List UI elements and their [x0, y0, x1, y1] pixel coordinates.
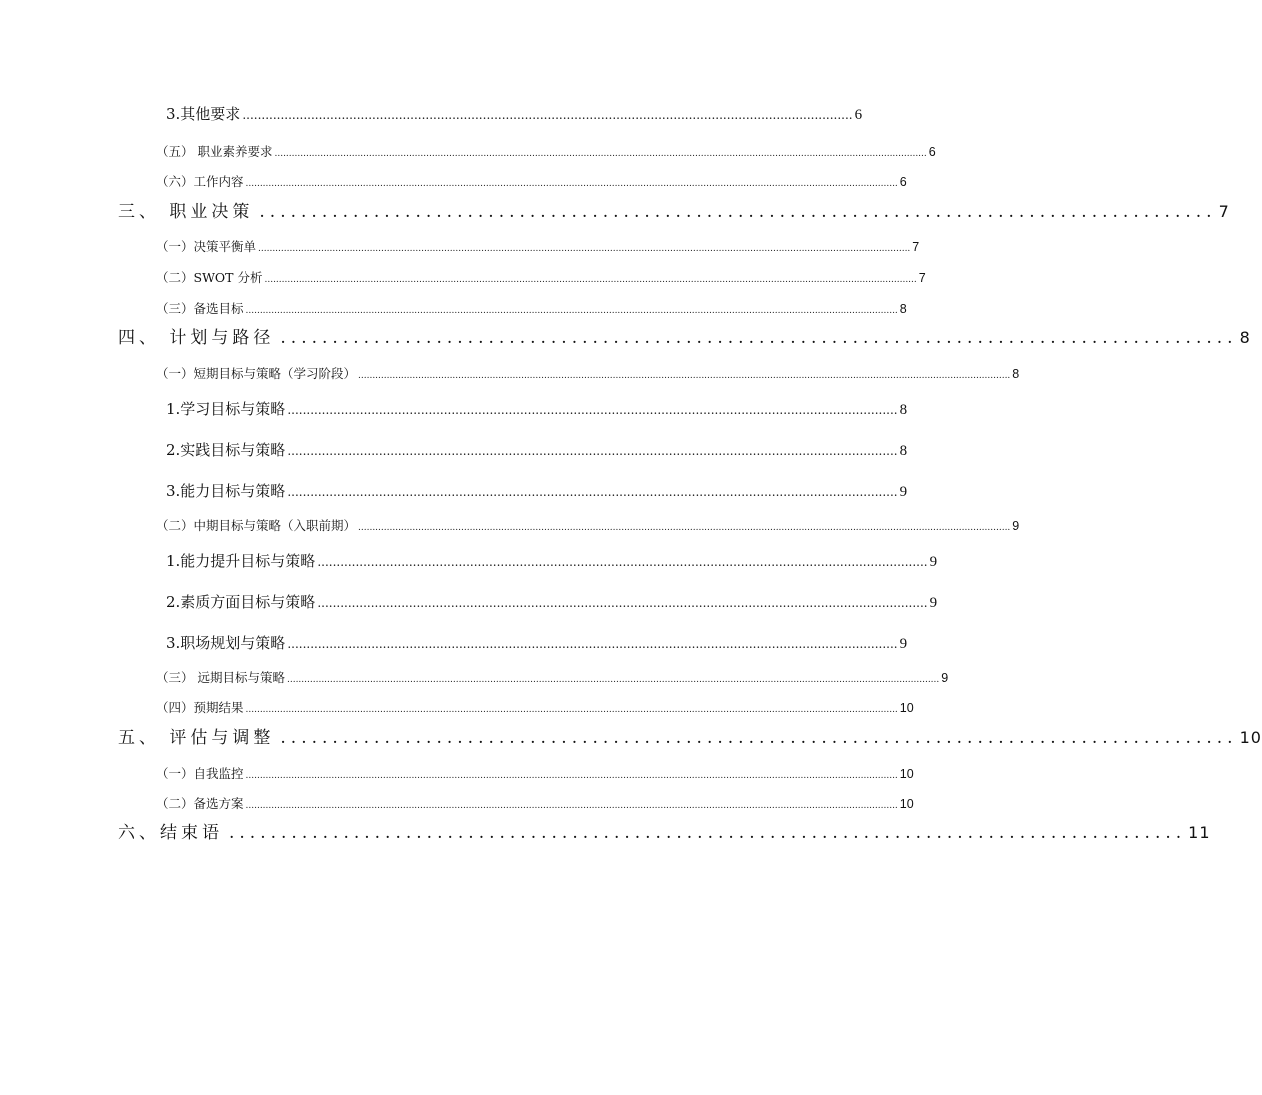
toc-entry-page: 9: [899, 636, 908, 652]
dot-leader: ............................................................................................: [229, 823, 1187, 843]
toc-entry-title: （一）决策平衡单: [156, 239, 257, 254]
toc-entry-page: 9: [899, 484, 908, 500]
toc-entry-page: 8: [899, 443, 908, 459]
toc-entry[interactable]: [166, 398, 908, 419]
toc-entry-page: 6: [854, 107, 863, 123]
toc-entry-title: （六）工作内容: [156, 174, 244, 189]
toc-entry-title: 2.素质方面目标与策略: [166, 593, 316, 611]
toc-entry-title: 三、 职业决策: [118, 202, 254, 222]
toc-entry-chapter[interactable]: [118, 323, 1251, 348]
dot-leader: ....................................................................................................................................................................................................................................: [274, 149, 927, 159]
dot-leader: ................................................................................................................................................................: [242, 108, 853, 122]
toc-entry-page: 7: [918, 271, 926, 285]
toc-entry-page: 10: [899, 767, 914, 781]
toc-entry-title: （一）短期目标与策略（学习阶段）: [156, 366, 357, 381]
toc-entry-title: （五） 职业素养要求: [156, 144, 273, 159]
dot-leader: ....................................................................................................................................................................................................................................: [358, 523, 1011, 533]
toc-entry[interactable]: [166, 591, 938, 612]
toc-entry-page: 8: [1239, 328, 1251, 347]
toc-entry[interactable]: [156, 516, 1020, 534]
toc-entry-page: 7: [912, 240, 920, 254]
toc-entry[interactable]: [156, 268, 926, 286]
toc-entry-chapter[interactable]: [118, 723, 1262, 748]
toc-entry-page: 10: [899, 701, 914, 715]
toc-entry-title: （三） 远期目标与策略: [156, 670, 285, 685]
toc-entry[interactable]: [156, 764, 914, 782]
dot-leader: ....................................................................................................................................................................................................................................: [258, 244, 911, 254]
toc-entry-title: （二）备选方案: [156, 796, 244, 811]
toc-entry[interactable]: [166, 439, 908, 460]
toc-entry-page: 9: [1012, 519, 1020, 533]
dot-leader: ....................................................................................................................................................................................................................................: [245, 705, 898, 715]
toc-entry-title: 六、结束语: [118, 823, 223, 843]
toc-entry-page: 7: [1218, 202, 1230, 221]
dot-leader: ............................................................................................: [280, 328, 1238, 348]
toc-entry-chapter[interactable]: [118, 197, 1230, 222]
toc-entry-title: （四）预期结果: [156, 700, 244, 715]
toc-entry[interactable]: [156, 237, 920, 255]
toc-entry-title: 3.能力目标与策略: [166, 482, 286, 500]
dot-leader: ............................................................................................: [259, 202, 1217, 222]
toc-entry[interactable]: [156, 794, 914, 812]
toc-entry-title: 2.实践目标与策略: [166, 441, 286, 459]
toc-entry-page: 6: [928, 145, 936, 159]
toc-entry-title: 四、 计划与路径: [118, 328, 275, 348]
toc-entry-title: （一）自我监控: [156, 766, 244, 781]
toc-entry-title: 3.职场规划与策略: [166, 634, 286, 652]
toc-entry-title: 1.学习目标与策略: [166, 400, 286, 418]
dot-leader: ....................................................................................................................................................................................................................................: [264, 275, 917, 285]
dot-leader: ................................................................................................................................................................: [287, 403, 898, 417]
toc-entry[interactable]: [166, 480, 908, 501]
toc-entry[interactable]: [156, 668, 949, 686]
dot-leader: ................................................................................................................................................................: [287, 637, 898, 651]
toc-entry-title: （二）SWOT 分析: [156, 270, 263, 285]
toc-entry[interactable]: [156, 172, 907, 190]
toc-entry-page: 9: [941, 671, 949, 685]
dot-leader: ....................................................................................................................................................................................................................................: [286, 675, 940, 685]
toc-entry-page: 8: [1012, 367, 1020, 381]
toc-entry-page: 6: [899, 175, 907, 189]
dot-leader: ....................................................................................................................................................................................................................................: [358, 371, 1011, 381]
toc-entry-page: 9: [929, 595, 938, 611]
toc-entry[interactable]: [156, 698, 914, 716]
toc-entry-page: 8: [899, 302, 907, 316]
dot-leader: ................................................................................................................................................................: [317, 555, 928, 569]
toc-entry-title: （二）中期目标与策略（入职前期）: [156, 518, 357, 533]
toc-entry[interactable]: [156, 364, 1020, 382]
toc-entry-page: 10: [899, 797, 914, 811]
toc-entry[interactable]: [166, 103, 863, 124]
dot-leader: ....................................................................................................................................................................................................................................: [245, 771, 898, 781]
toc-entry-chapter[interactable]: [118, 818, 1211, 843]
toc-entry-page: 11: [1188, 823, 1211, 842]
dot-leader: ....................................................................................................................................................................................................................................: [245, 801, 898, 811]
dot-leader: ............................................................................................: [280, 728, 1238, 748]
toc-entry-title: 1.能力提升目标与策略: [166, 552, 316, 570]
toc-entry-title: 五、 评估与调整: [118, 728, 275, 748]
toc-entry-page: 9: [929, 554, 938, 570]
toc-entry[interactable]: [156, 142, 936, 160]
toc-entry-page: 10: [1239, 728, 1262, 747]
dot-leader: ................................................................................................................................................................: [287, 485, 898, 499]
toc-entry-title: 3.其他要求: [166, 105, 241, 123]
toc-entry[interactable]: [166, 632, 908, 653]
toc-entry-page: 8: [899, 402, 908, 418]
dot-leader: ....................................................................................................................................................................................................................................: [245, 306, 898, 316]
dot-leader: ....................................................................................................................................................................................................................................: [245, 179, 898, 189]
toc-entry[interactable]: [166, 550, 938, 571]
dot-leader: ................................................................................................................................................................: [317, 596, 928, 610]
toc-entry-title: （三）备选目标: [156, 301, 244, 316]
toc-entry[interactable]: [156, 299, 907, 317]
dot-leader: ................................................................................................................................................................: [287, 444, 898, 458]
